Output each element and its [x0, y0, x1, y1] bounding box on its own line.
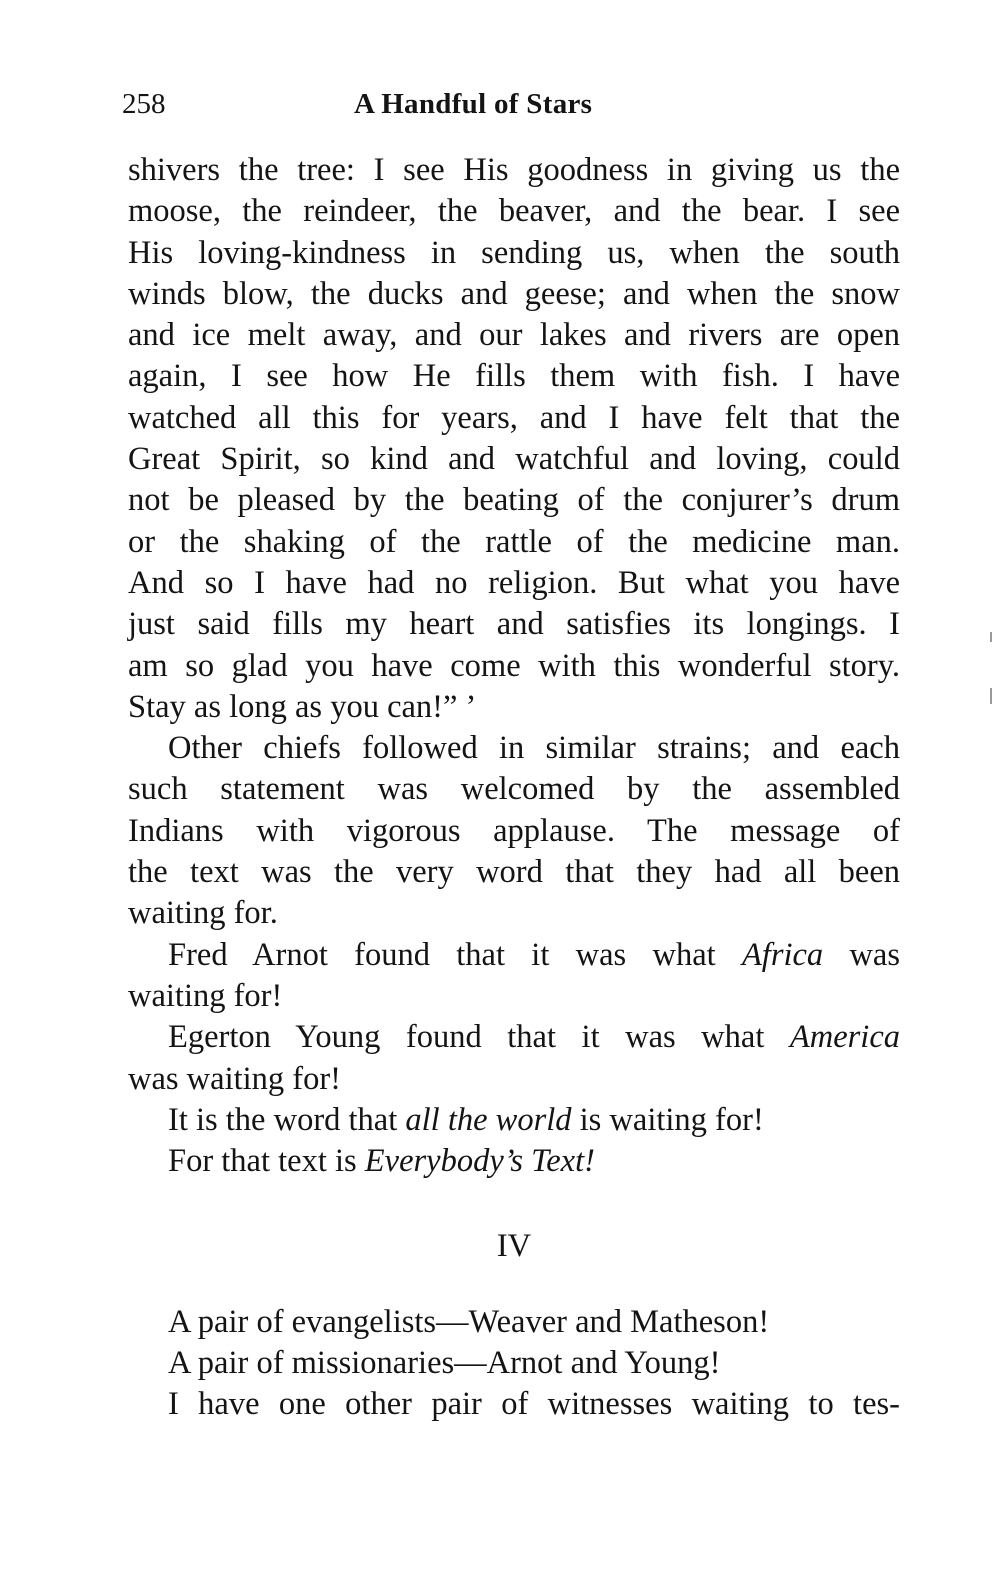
italic-text: Everybody’s Text!	[364, 1143, 595, 1180]
text-line	[128, 1059, 900, 1100]
text-segment: waiting for!	[128, 977, 283, 1014]
text-line: waiting for.	[128, 895, 278, 932]
paragraph	[128, 1100, 900, 1141]
paragraph	[128, 1343, 900, 1384]
text-line	[128, 1017, 900, 1058]
text-line: A pair of evangelists—Weaver and Matheson!	[168, 1303, 770, 1340]
paragraph	[128, 935, 900, 1018]
text-line	[128, 1141, 900, 1182]
text-segment: is waiting for!	[571, 1101, 764, 1138]
text-line: A pair of missionaries—Arnot and Young!	[168, 1345, 721, 1382]
text-line	[128, 935, 900, 976]
paragraphs-after-section	[128, 1302, 900, 1426]
text-line: moose, the reindeer, the beaver, and the bear. I see	[128, 193, 900, 230]
section-marker: IV	[496, 1228, 532, 1265]
text-line: And so I have had no religion. But what you have	[128, 564, 900, 601]
text-line: His loving-kindness in sending us, when the south	[128, 234, 900, 271]
page-edge-mark	[990, 632, 992, 642]
italic-text: all the world	[405, 1101, 572, 1138]
text-line: or the shaking of the rattle of the medicine man.	[128, 523, 900, 560]
page-header	[122, 84, 902, 128]
text-line: the text was the very word that they had all been	[128, 854, 900, 891]
text-line: just said fills my heart and satisfies its longings. I	[128, 606, 900, 643]
text-line	[128, 976, 900, 1017]
text-line: again, I see how He fills them with fish. I have	[128, 358, 900, 395]
text-line: I have one other pair of witnesses waiting to tes-	[168, 1386, 900, 1423]
text-line	[128, 1100, 900, 1141]
text-segment: It is the word that	[168, 1101, 406, 1138]
paragraph	[128, 1017, 900, 1100]
running-head: A Handful of Stars	[354, 88, 593, 120]
text-line: Indians with vigorous applause. The message of	[128, 812, 900, 849]
paragraph	[128, 728, 900, 934]
paragraph	[128, 1141, 900, 1182]
text-line: winds blow, the ducks and geese; and when the snow	[128, 275, 900, 312]
text-line: not be pleased by the beating of the conjurer’s drum	[128, 482, 900, 519]
text-segment: Egerton Young found that it was what	[168, 1019, 790, 1056]
text-line: Great Spirit, so kind and watchful and loving, could	[128, 441, 900, 478]
italic-text: Africa	[741, 936, 824, 973]
body-text	[128, 150, 900, 1426]
text-segment: Fred Arnot found that it was what	[168, 936, 742, 973]
text-line: and ice melt away, and our lakes and rivers are open	[128, 317, 900, 354]
text-line: such statement was welcomed by the assembled	[128, 771, 900, 808]
page-edge-mark	[990, 688, 992, 704]
paragraph	[128, 1384, 900, 1425]
paragraph	[128, 150, 900, 728]
paragraph	[128, 1302, 900, 1343]
text-line: Stay as long as you can!” ’	[128, 688, 477, 725]
text-line: am so glad you have come with this wonderful story.	[128, 647, 900, 684]
text-line: watched all this for years, and I have felt that the	[128, 399, 900, 436]
text-segment: was	[823, 936, 901, 973]
text-segment: was waiting for!	[128, 1060, 341, 1097]
paragraphs-before-section	[128, 150, 900, 1182]
text-line: shivers the tree: I see His goodness in giving us the	[128, 152, 900, 188]
text-line: Other chiefs followed in similar strains; and each	[168, 730, 900, 767]
text-segment: For that text is	[168, 1143, 365, 1180]
italic-text: America	[789, 1019, 900, 1056]
page-number: 258	[122, 88, 166, 120]
